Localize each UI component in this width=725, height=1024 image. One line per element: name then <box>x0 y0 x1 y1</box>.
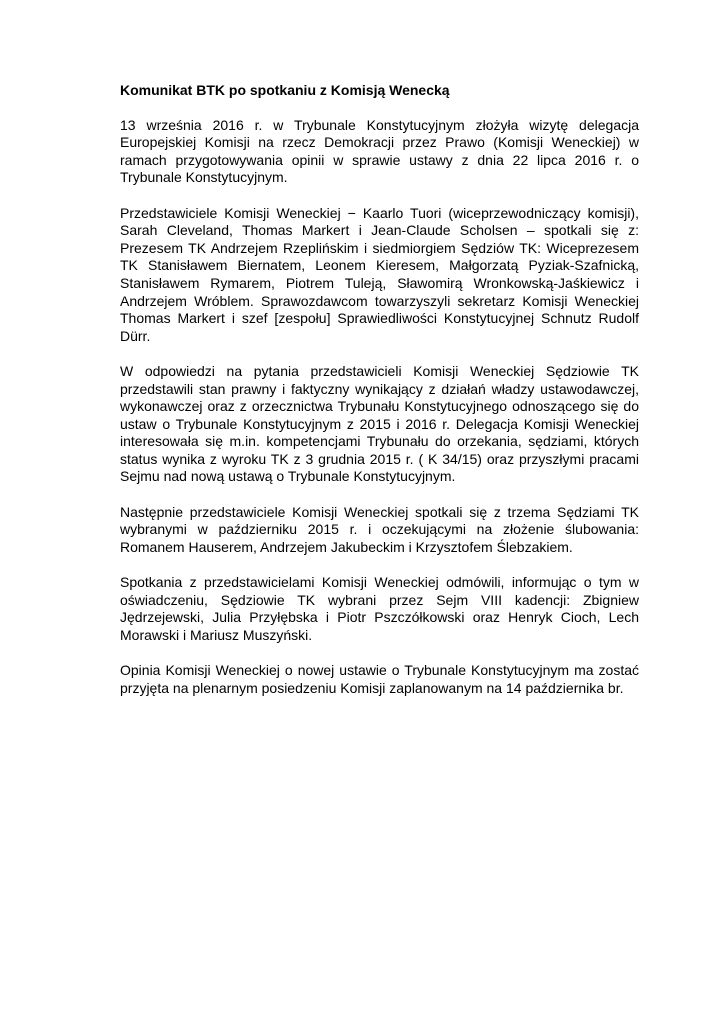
document-page <box>120 82 639 715</box>
paragraph-answers: W odpowiedzi na pytania przedstawicieli Komisji Weneckiej Sędziowie TK przedstawili stan prawny i faktyczny wynikający z działań władzy ustawodawczej, wykonawczej oraz z orzecznictwa Trybunału Konstytucyjnego odnoszącego się do ustaw o Trybunale Konstytucyjnym z 2015 i 2016 r. Delegacja Komisji Weneckiej interesowała się m.in. kompetencjami Trybunału do orzekania, sędziami, których status wynika z wyroku TK z 3 grudnia 2015 r. ( K 34/15) oraz przyszłymi pracami Sejmu nad nową ustawą o Trybunale Konstytucyjnym. <box>120 362 639 485</box>
document-title: Komunikat BTK po spotkaniu z Komisją Wenecką <box>120 82 450 98</box>
paragraph-refusal: Spotkania z przedstawicielami Komisji Weneckiej odmówili, informując o tym w oświadczeniu, Sędziowie TK wybrani przez Sejm VIII kadencji: Zbigniew Jędrzejewski, Julia Przyłębska i Piotr Pszczółkowski oraz Henryk Cioch, Lech Morawski i Mariusz Muszyński. <box>120 574 639 643</box>
paragraph-opinion: Opinia Komisji Weneckiej o nowej ustawie o Trybunale Konstytucyjnym ma zostać przyjęta na plenarnym posiedzeniu Komisji zaplanowanym na 14 października br. <box>120 662 639 696</box>
paragraph-three-judges: Następnie przedstawiciele Komisji Weneckiej spotkali się z trzema Sędziami TK wybranymi w październiku 2015 r. i oczekującymi na złożenie ślubowania: Romanem Hauserem, Andrzejem Jakubeckim i Krzysztofem Ślebzakiem. <box>120 503 639 555</box>
paragraph-visit: 13 września 2016 r. w Trybunale Konstytucyjnym złożyła wizytę delegacja Europejskiej Komisji na rzecz Demokracji przez Prawo (Komisji Weneckiej) w ramach przygotowywania opinii w sprawie ustawy z dnia 22 lipca 2016 r. o Trybunale Konstytucyjnym. <box>120 116 639 186</box>
paragraph-representatives: Przedstawiciele Komisji Weneckiej − Kaarlo Tuori (wiceprzewodniczący komisji), Sarah Cleveland, Thomas Markert i Jean-Claude Scholsen – spotkali się z: Prezesem TK Andrzejem Rzeplińskim i siedmiorgiem Sędziów TK: Wiceprezesem TK Stanisławem Biernatem, Leonem Kieresem, Małgorzatą Pyziak-Szafnicką, Stanisławem Rymarem, Piotrem Tuleją, Sławomirą Wronkowską-Jaśkiewicz i Andrzejem Wróblem. Sprawozdawcom towarzyszyli sekretarz Komisji Weneckiej Thomas Markert i szef [zespołu] Sprawiedliwości Konstytucyjnej Schnutz Rudolf Dürr. <box>120 204 639 344</box>
